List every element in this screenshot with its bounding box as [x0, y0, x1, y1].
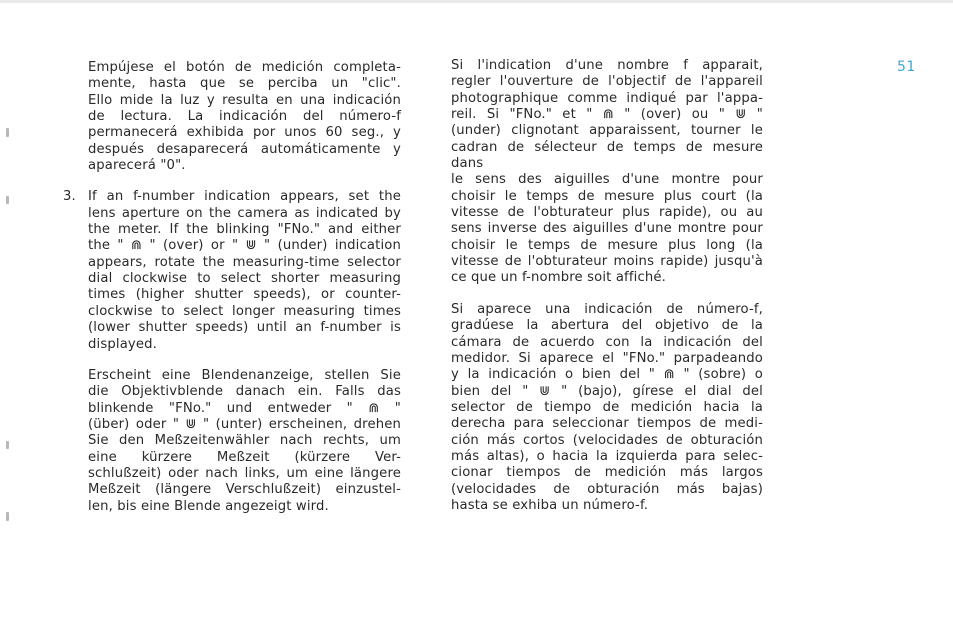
text-line: len, bis eine Blende angezeigt wird.	[88, 498, 329, 514]
text-line: displayed.	[88, 336, 158, 352]
spanish-paragraph	[451, 302, 763, 514]
german-paragraph	[88, 368, 401, 515]
margin-mark	[6, 441, 9, 449]
text-line: vitesse de l'obturateur moins rapide) jusqu'à	[451, 254, 763, 270]
text-line: Empújese el botón de medición completa-	[88, 60, 401, 75]
text-line: aparecerá "0".	[88, 158, 186, 174]
text-line: gradúese la abertura del objetivo de la	[451, 318, 763, 334]
text-line: vitesse de l'obturateur plus rapide), ou au	[451, 205, 763, 221]
text-line: choisir le temps de mesure plus long (la	[451, 237, 763, 253]
text-line: appears, rotate the measuring-time selector	[88, 254, 401, 270]
text-line: blinkende "FNo." und entweder " ⋒ "	[88, 400, 401, 416]
text-line: permanecerá exhibida por unos 60 seg., y	[88, 125, 401, 141]
text-line: Sie den Meßzeitenwähler nach rechts, um	[88, 433, 401, 449]
text-line: selector de tiempo de medición hacia la	[451, 399, 763, 415]
right-column	[451, 58, 763, 514]
text-line: the meter. If the blinking "FNo." and either	[88, 222, 401, 238]
page-number: 51	[897, 59, 916, 75]
text-line: clockwise to select longer measuring times	[88, 303, 401, 319]
text-line: regler l'ouverture de l'objectif de l'appareil	[451, 74, 763, 90]
text-line: Erscheint eine Blendenanzeige, stellen Sie	[88, 367, 401, 383]
text-line: Si l'indication d'une nombre f apparait,	[451, 58, 763, 73]
text-line: ce que un f-nombre soit affiché.	[451, 270, 666, 286]
text-line: más altas), o hacia la izquierda para selec-	[451, 448, 763, 464]
text-line: schlußzeit) oder nach links, um eine längere	[88, 465, 401, 481]
spanish-intro-paragraph	[88, 60, 401, 174]
english-paragraph	[88, 189, 401, 352]
text-line: medidor. Si aparece el "FNo." parpadeando	[451, 350, 763, 366]
text-line: sens inverse des aiguilles d'une montre pour	[451, 221, 763, 237]
text-line: hasta se exhiba un número-f.	[451, 497, 649, 513]
text-line: de lectura. La indicación del número-f	[88, 109, 401, 125]
text-line: bien del " ⋓ " (bajo), gírese el dial del	[451, 383, 763, 399]
text-line: Si aparece una indicación de número-f,	[451, 301, 763, 317]
step-number: 3.	[63, 189, 76, 205]
text-line: le sens des aiguilles d'une montre pour	[451, 172, 763, 188]
step-3	[63, 189, 401, 352]
text-line: Ello mide la luz y resulta en una indicación	[88, 92, 401, 108]
text-line: Meßzeit (längere Verschlußzeit) einzustel-	[88, 482, 401, 498]
margin-mark	[6, 196, 9, 204]
text-line: (velocidades de obturación más bajas)	[451, 481, 763, 497]
text-line: después desaparecerá automáticamente y	[88, 141, 401, 157]
margin-mark	[6, 128, 9, 137]
text-line: ción más cortos (velocidades de obturación	[451, 432, 763, 448]
text-line: If an f-number indication appears, set the	[88, 189, 401, 205]
text-line: photographique comme indiqué par l'appa-	[451, 90, 763, 106]
left-column	[63, 60, 401, 515]
text-line: (under) clignotant apparaissent, tourner le	[451, 123, 763, 139]
text-line: cadran de sélecteur de temps de mesure dans	[451, 139, 763, 172]
text-line: die Objektivblende danach ein. Falls das	[88, 384, 401, 400]
text-line: choisir le temps de mesure plus court (la	[451, 188, 763, 204]
top-edge	[0, 0, 953, 3]
text-line: mente, hasta que se perciba un "clic".	[88, 76, 401, 92]
text-line: dial clockwise to select shorter measuring	[88, 271, 401, 287]
text-line: cámara de acuerdo con la indicación del	[451, 334, 763, 350]
text-line: reil. Si "FNo." et " ⋒ " (over) ou " ⋓ "	[451, 107, 763, 123]
text-line: lens aperture on the camera as indicated by	[88, 205, 401, 221]
text-line: (über) oder " ⋓ " (unter) erscheinen, drehen	[88, 416, 401, 432]
text-line: y la indicación o bien del " ⋒ " (sobre) o	[451, 367, 763, 383]
margin-mark	[6, 512, 9, 521]
text-line: (lower shutter speeds) until an f-number is	[88, 320, 401, 336]
text-line: times (higher shutter speeds), or counter-	[88, 287, 401, 303]
text-line: the " ⋒ " (over) or " ⋓ " (under) indication	[88, 238, 401, 254]
text-line: cionar tiempos de medición más largos	[451, 465, 763, 481]
text-line: eine kürzere Meßzeit (kürzere Ver-	[88, 449, 401, 465]
text-line: derecha para seleccionar tiempos de medi-	[451, 416, 763, 432]
french-paragraph	[451, 58, 763, 287]
